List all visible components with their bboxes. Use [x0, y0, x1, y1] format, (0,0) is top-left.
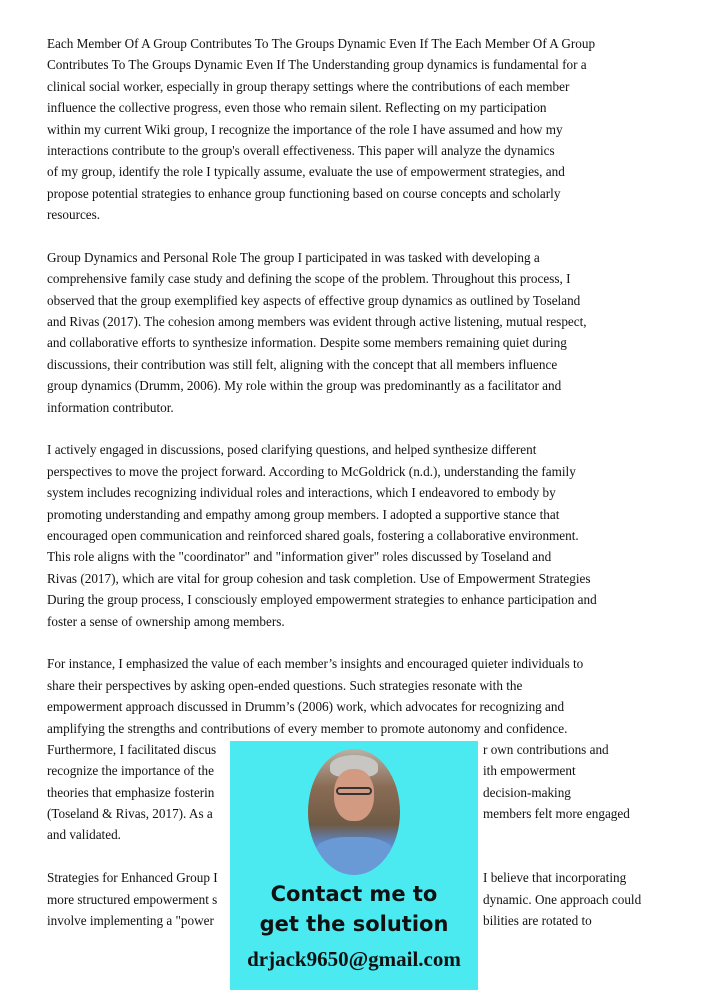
text-line: and collaborative efforts to synthesize information. Despite some members remaining quiet during	[47, 335, 567, 351]
paragraph	[47, 247, 687, 418]
text-line-left: (Toseland & Rivas, 2017). As a	[47, 806, 213, 822]
text-line: group dynamics (Drumm, 2006). My role within the group was predominantly as a facilitator and	[47, 378, 562, 394]
text-line: promoting understanding and empathy among group members. I adopted a supportive stance that	[47, 506, 560, 522]
text-line: influence the collective progress, even those who remain silent. Reflecting on my participation	[47, 100, 547, 116]
text-line-right: I believe that incorporating	[483, 870, 627, 886]
portrait-photo	[308, 749, 400, 875]
text-line: Group Dynamics and Personal Role The group I participated in was tasked with developing a	[47, 249, 540, 265]
text-line: Rivas (2017), which are vital for group cohesion and task completion. Use of Empowerment Strategies	[47, 570, 591, 586]
text-line-left: involve implementing a "power	[47, 913, 214, 929]
paragraph	[47, 33, 687, 226]
text-line: foster a sense of ownership among members.	[47, 613, 285, 629]
text-line-right: r own contributions and	[483, 741, 609, 757]
text-line-left: more structured empowerment s	[47, 891, 218, 907]
text-line: amplifying the strengths and contributions of every member to promote autonomy and confidence.	[47, 720, 568, 736]
portrait-shirt	[314, 837, 394, 875]
text-line: This role aligns with the "coordinator" and "information giver" roles discussed by Toseland and	[47, 549, 552, 565]
text-line-right: members felt more engaged	[483, 806, 630, 822]
text-line: information contributor.	[47, 399, 174, 415]
text-line: During the group process, I consciously employed empowerment strategies to enhance participation and	[47, 592, 597, 608]
text-line: perspectives to move the project forward. According to McGoldrick (n.d.), understanding the family	[47, 463, 576, 479]
contact-overlay[interactable]	[230, 741, 478, 990]
text-line: within my current Wiki group, I recognize the importance of the role I have assumed and how my	[47, 121, 563, 137]
paragraph	[47, 439, 687, 632]
text-line: For instance, I emphasized the value of each member’s insights and encouraged quieter individuals to	[47, 656, 584, 672]
text-line: discussions, their contribution was still felt, aligning with the concept that all members influence	[47, 356, 558, 372]
text-line-right: dynamic. One approach could	[483, 891, 642, 907]
text-line-left: theories that emphasize fosterin	[47, 784, 215, 800]
text-line: share their perspectives by asking open-ended questions. Such strategies resonate with the	[47, 677, 523, 693]
text-line: clinical social worker, especially in group therapy settings where the contributions of each member	[47, 78, 570, 94]
text-line: and validated.	[47, 827, 121, 843]
portrait-face	[334, 769, 374, 821]
text-line-left: Furthermore, I facilitated discus	[47, 741, 217, 757]
contact-email[interactable]: drjack9650@gmail.com	[247, 947, 461, 971]
text-line: Contributes To The Groups Dynamic Even If The Understanding group dynamics is fundamental for a	[47, 57, 587, 73]
text-line: of my group, identify the role I typically assume, evaluate the use of empowerment strategies, and	[47, 164, 565, 180]
text-line-right: decision-making	[483, 784, 571, 800]
text-line: and Rivas (2017). The cohesion among members was evident through active listening, mutual respect,	[47, 314, 587, 330]
text-line: system includes recognizing individual roles and interactions, which I endeavored to embody by	[47, 485, 556, 501]
text-line: interactions contribute to the group's overall effectiveness. This paper will analyze the dynamics	[47, 142, 555, 158]
text-line-right: ith empowerment	[483, 763, 576, 779]
text-line: empowerment approach discussed in Drumm’s (2006) work, which advocates for recognizing and	[47, 699, 565, 715]
text-line-left: recognize the importance of the	[47, 763, 214, 779]
contact-heading-line1: Contact me to	[270, 882, 438, 906]
text-line: propose potential strategies to enhance group functioning based on course concepts and scholarly	[47, 185, 561, 201]
text-line-right: bilities are rotated to	[483, 913, 592, 929]
text-line: Each Member Of A Group Contributes To The Groups Dynamic Even If The Each Member Of A Group	[47, 36, 596, 51]
text-line: encouraged open communication and reinforced shared goals, fostering a collaborative environment.	[47, 527, 579, 543]
text-line: I actively engaged in discussions, posed clarifying questions, and helped synthesize different	[47, 442, 537, 458]
text-line-left: Strategies for Enhanced Group I	[47, 870, 218, 886]
portrait-glasses	[336, 787, 372, 795]
text-line: observed that the group exemplified key aspects of effective group dynamics as outlined by Toseland	[47, 292, 581, 308]
contact-heading-line2: get the solution	[259, 912, 449, 936]
text-line: comprehensive family case study and defining the scope of the problem. Throughout this process, I	[47, 271, 571, 287]
text-line: resources.	[47, 207, 101, 223]
